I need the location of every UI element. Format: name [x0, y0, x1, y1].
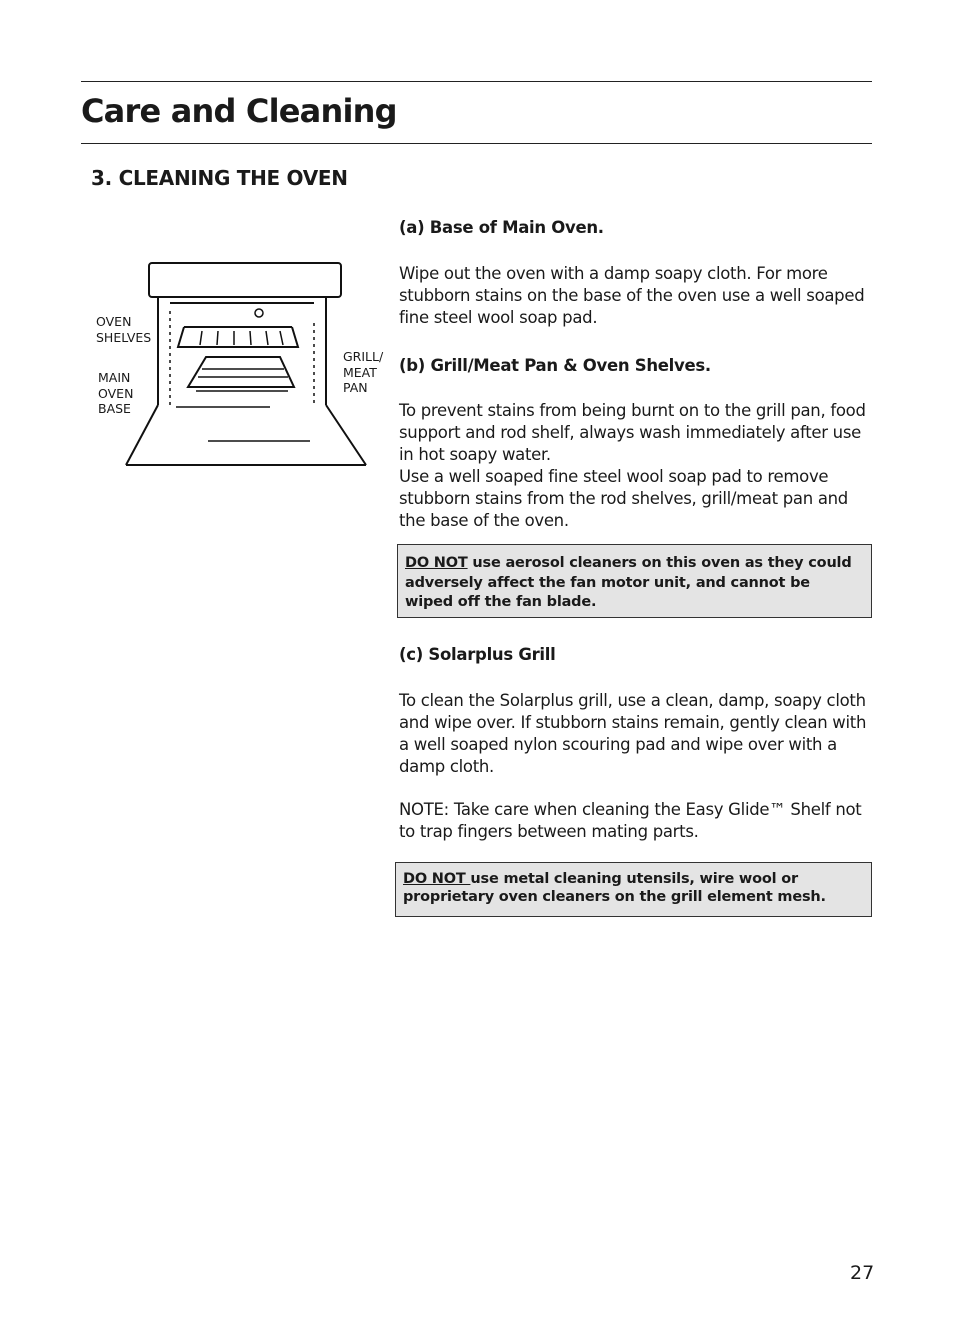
section-heading: 3. CLEANING THE OVEN [91, 166, 348, 190]
paragraph-b: To prevent stains from being burnt on to the grill pan, food support and rod shelf, always wash immediately after use in hot soapy water. Use a well soaped fine steel wool soap pad to remove stubborn stains from the rod shelves, grill/meat pan and the base of the oven. [399, 401, 866, 530]
label-oven-shelves: OVEN SHELVES [96, 314, 152, 345]
warning-box-metal-utensils: DO NOT use metal cleaning utensils, wire wool or proprietary oven cleaners on the grill element mesh. [395, 862, 872, 917]
paragraph-c: To clean the Solarplus grill, use a clean, damp, soapy cloth and wipe over. If stubborn stains remain, gently clean with a well soaped nylon scouring pad and wipe over with a damp cloth. [399, 691, 867, 776]
page-title: Care and Cleaning [81, 92, 397, 130]
subheading-c: (c) Solarplus Grill [399, 645, 556, 664]
warning-emphasis: DO NOT [405, 555, 468, 571]
warning-box-aerosol: DO NOT use aerosol cleaners on this oven as they could adversely affect the fan motor unit, and cannot be wiped off the fan blade. [397, 544, 872, 618]
note-easy-glide: NOTE: Take care when cleaning the Easy Glide™ Shelf not to trap fingers between mating parts. [399, 800, 862, 841]
oven-diagram [118, 255, 374, 471]
page-number: 27 [850, 1262, 875, 1284]
subheading-a: (a) Base of Main Oven. [399, 218, 604, 237]
subheading-b: (b) Grill/Meat Pan & Oven Shelves. [399, 356, 711, 375]
title-rule [81, 143, 872, 144]
paragraph-a: Wipe out the oven with a damp soapy cloth. For more stubborn stains on the base of the oven use a well soaped fine steel wool soap pad. [399, 264, 865, 327]
label-main-oven-base: MAIN OVEN BASE [98, 370, 134, 416]
label-grill-meat-pan: GRILL/ MEAT PAN [343, 349, 384, 395]
warning-emphasis: DO NOT [403, 871, 471, 887]
top-rule [81, 81, 872, 82]
